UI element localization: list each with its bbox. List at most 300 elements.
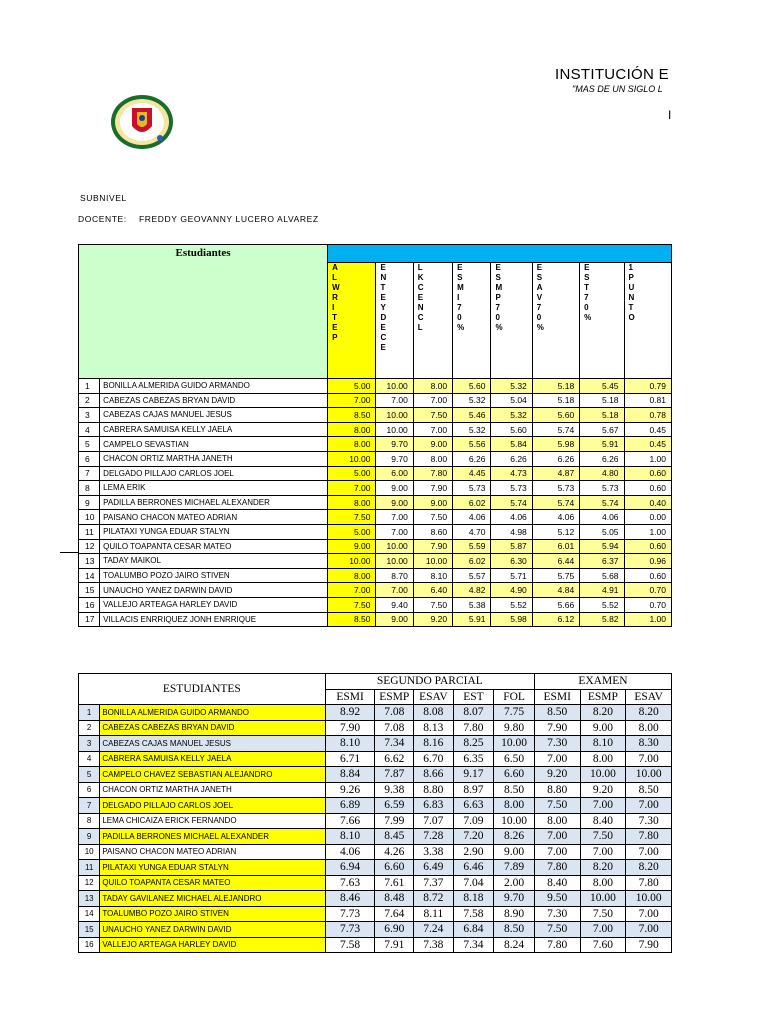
student-name: CHACON ORTIZ MARTHA JANETH <box>100 782 325 798</box>
grade-cell: 8.08 <box>414 705 454 721</box>
vertical-column-header <box>413 263 452 379</box>
vertical-column-header-text: E S M P 7 0 % <box>495 263 503 332</box>
grade-cell: 7.24 <box>414 922 454 938</box>
grade-cell: 4.98 <box>491 524 532 539</box>
grade-cell: 7.64 <box>375 906 414 922</box>
grade-cell: 7.80 <box>626 829 672 845</box>
grade-cell: 0.45 <box>624 422 671 437</box>
students-header: Estudiantes <box>79 245 328 379</box>
grade-cell: 8.45 <box>375 829 414 845</box>
grade-cell: 10.00 <box>626 767 672 783</box>
grade-cell: 4.45 <box>453 466 491 481</box>
grade-cell: 5.74 <box>580 495 624 510</box>
row-number: 6 <box>79 451 100 466</box>
docente-name: FREDDY GEOVANNY LUCERO ALVAREZ <box>139 214 319 224</box>
subcolumn-header: ESMI <box>325 689 375 705</box>
header-cut-text: I <box>668 108 672 122</box>
student-name: BONILLA ALMERIDA GUIDO ARMANDO <box>100 705 325 721</box>
grade-cell: 10.00 <box>494 736 535 752</box>
grade-cell: 8.10 <box>580 736 626 752</box>
student-name: VILLACIS ENRRIQUEZ JONH ENRRIQUE <box>100 612 328 627</box>
subcolumn-header: ESMP <box>580 689 626 705</box>
row-number: 2 <box>79 720 100 736</box>
grade-cell: 7.80 <box>453 720 494 736</box>
grade-cell: 0.70 <box>624 583 671 598</box>
grade-cell: 7.34 <box>375 736 414 752</box>
table-row <box>79 451 672 466</box>
student-name: UNAUCHO YANEZ DARWIN DAVID <box>100 922 325 938</box>
grade-cell: 7.90 <box>534 720 580 736</box>
grade-cell: 8.00 <box>413 379 452 394</box>
grade-cell: 8.13 <box>414 720 454 736</box>
grade-cell: 6.26 <box>453 451 491 466</box>
grade-cell: 3.38 <box>414 844 454 860</box>
table-row <box>79 767 672 783</box>
grade-cell: 8.50 <box>328 408 376 423</box>
grade-cell: 7.75 <box>494 705 535 721</box>
grade-cell: 9.70 <box>494 891 535 907</box>
grade-cell: 5.52 <box>580 597 624 612</box>
student-name: CAMPELO CHAVEZ SEBASTIAN ALEJANDRO <box>100 767 325 783</box>
subcolumn-header: ESMP <box>375 689 414 705</box>
examen-header: EXAMEN <box>534 674 671 690</box>
grade-cell: 1.00 <box>624 612 671 627</box>
grade-cell: 8.30 <box>626 736 672 752</box>
vertical-column-header-text: E S A V 7 0 % <box>536 263 544 332</box>
grade-cell: 4.26 <box>375 844 414 860</box>
grade-cell: 5.00 <box>328 466 376 481</box>
grade-cell: 8.20 <box>626 705 672 721</box>
grade-cell: 10.00 <box>376 422 413 437</box>
student-name: LEMA CHICAIZA ERICK FERNANDO <box>100 813 325 829</box>
grade-cell: 0.78 <box>624 408 671 423</box>
grade-cell: 8.50 <box>626 782 672 798</box>
table-row <box>79 612 672 627</box>
vertical-column-header-text: A L W R I T E P <box>332 263 340 342</box>
grade-cell: 7.91 <box>375 937 414 953</box>
student-name: CABEZAS CAJAS MANUEL JESUS <box>100 408 328 423</box>
row-number: 1 <box>79 705 100 721</box>
grade-cell: 4.87 <box>532 466 579 481</box>
grade-cell: 7.99 <box>375 813 414 829</box>
grade-cell: 9.17 <box>453 767 494 783</box>
grade-cell: 6.46 <box>453 860 494 876</box>
grade-cell: 6.12 <box>532 612 579 627</box>
row-number: 4 <box>79 422 100 437</box>
grade-cell: 7.30 <box>534 736 580 752</box>
vertical-column-header <box>491 263 532 379</box>
grade-cell: 5.38 <box>453 597 491 612</box>
grade-cell: 0.81 <box>624 393 671 408</box>
grade-cell: 5.46 <box>453 408 491 423</box>
grade-cell: 5.66 <box>532 597 579 612</box>
student-name: CABRERA SAMUISA KELLY JAELA <box>100 422 328 437</box>
table-row <box>79 751 672 767</box>
grade-cell: 5.91 <box>580 437 624 452</box>
student-name: CABEZAS CABEZAS BRYAN DAVID <box>100 393 328 408</box>
grade-cell: 7.08 <box>375 720 414 736</box>
grade-cell: 2.90 <box>453 844 494 860</box>
grade-cell: 8.00 <box>328 495 376 510</box>
grade-cell: 7.50 <box>413 597 452 612</box>
grade-cell: 6.02 <box>453 495 491 510</box>
grade-cell: 4.80 <box>580 466 624 481</box>
grade-cell: 6.70 <box>414 751 454 767</box>
grade-cell: 10.00 <box>328 554 376 569</box>
grade-cell: 6.71 <box>325 751 375 767</box>
grade-cell: 10.00 <box>413 554 452 569</box>
table-row <box>79 583 672 598</box>
grade-cell: 7.30 <box>626 813 672 829</box>
grade-cell: 7.73 <box>325 922 375 938</box>
grade-cell: 7.66 <box>325 813 375 829</box>
grade-cell: 6.01 <box>532 539 579 554</box>
grade-cell: 6.60 <box>494 767 535 783</box>
grade-cell: 6.44 <box>532 554 579 569</box>
student-name: TOALUMBO POZO JAIRO STIVEN <box>100 906 325 922</box>
student-name: DELGADO PILLAJO CARLOS JOEL <box>100 798 325 814</box>
row-number: 3 <box>79 408 100 423</box>
student-name: UNAUCHO YANEZ DARWIN DAVID <box>100 583 328 598</box>
grade-cell: 4.82 <box>453 583 491 598</box>
student-name: DELGADO PILLAJO CARLOS JOEL <box>100 466 328 481</box>
grade-cell: 6.30 <box>491 554 532 569</box>
grade-cell: 7.00 <box>626 922 672 938</box>
grade-cell: 7.50 <box>534 922 580 938</box>
grade-cell: 8.00 <box>626 720 672 736</box>
grade-cell: 5.82 <box>580 612 624 627</box>
student-name: VALLEJO ARTEAGA HARLEY DAVID <box>100 937 325 953</box>
grade-cell: 7.00 <box>413 422 452 437</box>
grade-cell: 8.20 <box>580 705 626 721</box>
subcolumn-header: ESMI <box>534 689 580 705</box>
grade-cell: 8.10 <box>413 568 452 583</box>
grade-cell: 5.68 <box>580 568 624 583</box>
grade-cell: 7.50 <box>413 510 452 525</box>
grade-cell: 7.00 <box>376 510 413 525</box>
grade-cell: 4.06 <box>532 510 579 525</box>
grade-cell: 5.74 <box>491 495 532 510</box>
grade-cell: 5.18 <box>580 393 624 408</box>
table-row <box>79 495 672 510</box>
grade-cell: 8.80 <box>534 782 580 798</box>
grade-cell: 0.60 <box>624 481 671 496</box>
grade-cell: 4.06 <box>453 510 491 525</box>
grade-cell: 9.00 <box>328 539 376 554</box>
grade-cell: 6.50 <box>494 751 535 767</box>
table-row <box>79 481 672 496</box>
grade-cell: 10.00 <box>376 408 413 423</box>
grade-cell: 8.70 <box>376 568 413 583</box>
grade-cell: 9.00 <box>376 495 413 510</box>
grade-cell: 7.00 <box>534 751 580 767</box>
grade-cell: 7.00 <box>376 583 413 598</box>
grade-cell: 8.20 <box>626 860 672 876</box>
grade-cell: 4.73 <box>491 466 532 481</box>
grade-cell: 0.60 <box>624 466 671 481</box>
grade-cell: 6.37 <box>580 554 624 569</box>
grades-header-band <box>328 245 672 263</box>
grade-cell: 5.75 <box>532 568 579 583</box>
grade-cell: 10.00 <box>376 539 413 554</box>
grade-cell: 7.00 <box>328 481 376 496</box>
vertical-column-header-text: E S T 7 0 % <box>584 263 592 322</box>
student-name: CABRERA SAMUISA KELLY JAELA <box>100 751 325 767</box>
row-number: 5 <box>79 767 100 783</box>
grade-cell: 8.90 <box>494 906 535 922</box>
student-name: PILATAXI YUNGA EDUAR STALYN <box>100 524 328 539</box>
grade-cell: 6.63 <box>453 798 494 814</box>
grade-cell: 7.50 <box>580 906 626 922</box>
grade-cell: 10.00 <box>376 554 413 569</box>
grade-cell: 9.00 <box>376 612 413 627</box>
grade-cell: 9.80 <box>494 720 535 736</box>
grade-cell: 5.98 <box>532 437 579 452</box>
subcolumn-header: EST <box>453 689 494 705</box>
grade-cell: 7.00 <box>626 798 672 814</box>
table-row <box>79 597 672 612</box>
student-name: PADILLA BERRONES MICHAEL ALEXANDER <box>100 495 328 510</box>
row-number: 4 <box>79 751 100 767</box>
table-row <box>79 422 672 437</box>
table-row <box>79 782 672 798</box>
table-row <box>79 466 672 481</box>
grade-cell: 9.70 <box>376 437 413 452</box>
grade-cell: 7.89 <box>494 860 535 876</box>
grade-cell: 5.18 <box>580 408 624 423</box>
grade-cell: 7.00 <box>328 393 376 408</box>
grade-cell: 8.50 <box>534 705 580 721</box>
grade-cell: 5.71 <box>491 568 532 583</box>
grade-cell: 8.25 <box>453 736 494 752</box>
table-row <box>79 875 672 891</box>
grade-cell: 4.06 <box>491 510 532 525</box>
grade-cell: 0.00 <box>624 510 671 525</box>
row-number: 16 <box>79 937 100 953</box>
grade-cell: 6.94 <box>325 860 375 876</box>
student-name: PADILLA BERRONES MICHAEL ALEXANDER <box>100 829 325 845</box>
row-number: 5 <box>79 437 100 452</box>
row-number: 11 <box>79 524 100 539</box>
grade-cell: 10.00 <box>626 891 672 907</box>
grade-cell: 7.34 <box>453 937 494 953</box>
vertical-column-header <box>328 263 376 379</box>
grades-table-second <box>78 673 672 953</box>
grade-cell: 7.90 <box>413 481 452 496</box>
row-number: 10 <box>79 844 100 860</box>
grade-cell: 9.00 <box>376 481 413 496</box>
grade-cell: 6.35 <box>453 751 494 767</box>
grade-cell: 8.00 <box>328 568 376 583</box>
vertical-column-header-text: E S M I 7 0 % <box>457 263 465 332</box>
grade-cell: 7.08 <box>375 705 414 721</box>
grade-cell: 8.00 <box>494 798 535 814</box>
grade-cell: 6.40 <box>413 583 452 598</box>
grade-cell: 6.89 <box>325 798 375 814</box>
table-row <box>79 524 672 539</box>
student-name: VALLEJO ARTEAGA HARLEY DAVID <box>100 597 328 612</box>
row-number: 1 <box>79 379 100 394</box>
grade-cell: 5.59 <box>453 539 491 554</box>
grade-cell: 5.45 <box>580 379 624 394</box>
grade-cell: 4.70 <box>453 524 491 539</box>
grade-cell: 8.07 <box>453 705 494 721</box>
grade-cell: 0.79 <box>624 379 671 394</box>
row-number: 8 <box>79 481 100 496</box>
subcolumn-header: FOL <box>494 689 535 705</box>
student-name: CABEZAS CABEZAS BRYAN DAVID <box>100 720 325 736</box>
table-row <box>79 720 672 736</box>
grade-cell: 0.96 <box>624 554 671 569</box>
grade-cell: 9.50 <box>534 891 580 907</box>
grade-cell: 5.12 <box>532 524 579 539</box>
table-row <box>79 379 672 394</box>
grade-cell: 5.32 <box>491 379 532 394</box>
grade-cell: 10.00 <box>580 767 626 783</box>
grade-cell: 5.00 <box>328 379 376 394</box>
table-row <box>79 937 672 953</box>
grade-cell: 8.40 <box>534 875 580 891</box>
grade-cell: 7.90 <box>325 720 375 736</box>
row-number: 13 <box>79 891 100 907</box>
vertical-column-header <box>624 263 671 379</box>
table-row <box>79 539 672 554</box>
grade-cell: 7.50 <box>580 829 626 845</box>
grade-cell: 7.00 <box>626 844 672 860</box>
row-number: 13 <box>79 554 100 569</box>
grade-cell: 2.00 <box>494 875 535 891</box>
grade-cell: 7.80 <box>534 937 580 953</box>
grade-cell: 5.52 <box>491 597 532 612</box>
student-name: CHACON ORTIZ MARTHA JANETH <box>100 451 328 466</box>
grade-cell: 8.00 <box>580 875 626 891</box>
grade-cell: 7.63 <box>325 875 375 891</box>
grade-cell: 7.00 <box>580 844 626 860</box>
grade-cell: 5.60 <box>491 422 532 437</box>
grade-cell: 8.66 <box>414 767 454 783</box>
grade-cell: 8.48 <box>375 891 414 907</box>
grade-cell: 8.50 <box>328 612 376 627</box>
student-name: LEMA ERIK <box>100 481 328 496</box>
table-row <box>79 906 672 922</box>
vertical-column-header-text: L K C E N C L <box>417 263 424 332</box>
subnivel-label: SUBNIVEL <box>80 193 127 203</box>
grade-cell: 9.20 <box>413 612 452 627</box>
student-name: PILATAXI YUNGA EDUAR STALYN <box>100 860 325 876</box>
grade-cell: 8.10 <box>325 736 375 752</box>
grade-cell: 5.98 <box>491 612 532 627</box>
table-row <box>79 813 672 829</box>
segundo-parcial-header: SEGUNDO PARCIAL <box>325 674 534 690</box>
grade-cell: 0.45 <box>624 437 671 452</box>
student-name: PAISANO CHACON MATEO ADRIAN <box>100 510 328 525</box>
grade-cell: 5.94 <box>580 539 624 554</box>
subcolumn-header: ESAV <box>414 689 454 705</box>
institution-motto: "MAS DE UN SIGLO L <box>572 84 663 94</box>
subcolumn-header: ESAV <box>626 689 672 705</box>
grade-cell: 9.00 <box>580 720 626 736</box>
grade-cell: 9.20 <box>580 782 626 798</box>
row-number: 15 <box>79 583 100 598</box>
grade-cell: 7.61 <box>375 875 414 891</box>
grade-cell: 7.00 <box>626 906 672 922</box>
grade-cell: 4.90 <box>491 583 532 598</box>
grade-cell: 10.00 <box>376 379 413 394</box>
student-name: BONILLA ALMERIDA GUIDO ARMANDO <box>100 379 328 394</box>
grade-cell: 10.00 <box>580 891 626 907</box>
grade-cell: 7.50 <box>328 510 376 525</box>
grade-cell: 8.16 <box>414 736 454 752</box>
grade-cell: 5.73 <box>453 481 491 496</box>
grade-cell: 0.70 <box>624 597 671 612</box>
grade-cell: 8.60 <box>413 524 452 539</box>
vertical-column-header-text: E N T E Y D E C E <box>380 263 387 352</box>
table-row <box>79 829 672 845</box>
grade-cell: 8.50 <box>494 782 535 798</box>
vertical-column-header <box>453 263 491 379</box>
grade-cell: 9.00 <box>413 495 452 510</box>
student-name: QUILO TOAPANTA CESAR MATEO <box>100 875 325 891</box>
grade-cell: 5.73 <box>491 481 532 496</box>
grade-cell: 5.00 <box>328 524 376 539</box>
grade-cell: 5.18 <box>532 393 579 408</box>
row-number: 10 <box>79 510 100 525</box>
table-row <box>79 844 672 860</box>
grade-cell: 5.84 <box>491 437 532 452</box>
grade-cell: 7.00 <box>534 844 580 860</box>
grade-cell: 9.70 <box>376 451 413 466</box>
grade-cell: 6.02 <box>453 554 491 569</box>
row-number: 15 <box>79 922 100 938</box>
row-number: 12 <box>79 875 100 891</box>
grade-cell: 9.00 <box>494 844 535 860</box>
grade-cell: 4.06 <box>580 510 624 525</box>
grade-cell: 4.91 <box>580 583 624 598</box>
student-name: QUILO TOAPANTA CESAR MATEO <box>100 539 328 554</box>
row-number: 11 <box>79 860 100 876</box>
grade-cell: 7.00 <box>413 393 452 408</box>
grade-cell: 7.80 <box>626 875 672 891</box>
grade-cell: 5.73 <box>580 481 624 496</box>
grade-cell: 7.80 <box>534 860 580 876</box>
grade-cell: 6.90 <box>375 922 414 938</box>
table-row <box>79 554 672 569</box>
grades-table-first <box>78 244 672 627</box>
grade-cell: 7.37 <box>414 875 454 891</box>
grade-cell: 8.00 <box>328 422 376 437</box>
row-number: 17 <box>79 612 100 627</box>
row-number: 8 <box>79 813 100 829</box>
grade-cell: 7.07 <box>414 813 454 829</box>
grade-cell: 7.28 <box>414 829 454 845</box>
grade-cell: 7.04 <box>453 875 494 891</box>
grade-cell: 10.00 <box>494 813 535 829</box>
grade-cell: 8.00 <box>413 451 452 466</box>
table-row <box>79 437 672 452</box>
grade-cell: 6.59 <box>375 798 414 814</box>
grade-cell: 6.60 <box>375 860 414 876</box>
grade-cell: 7.38 <box>414 937 454 953</box>
grade-cell: 7.58 <box>325 937 375 953</box>
table-row <box>79 922 672 938</box>
grade-cell: 7.00 <box>580 922 626 938</box>
student-name: TOALUMBO POZO JAIRO STIVEN <box>100 568 328 583</box>
grade-cell: 8.72 <box>414 891 454 907</box>
grade-cell: 6.62 <box>375 751 414 767</box>
grade-cell: 7.00 <box>580 798 626 814</box>
grade-cell: 8.92 <box>325 705 375 721</box>
table-row <box>79 798 672 814</box>
